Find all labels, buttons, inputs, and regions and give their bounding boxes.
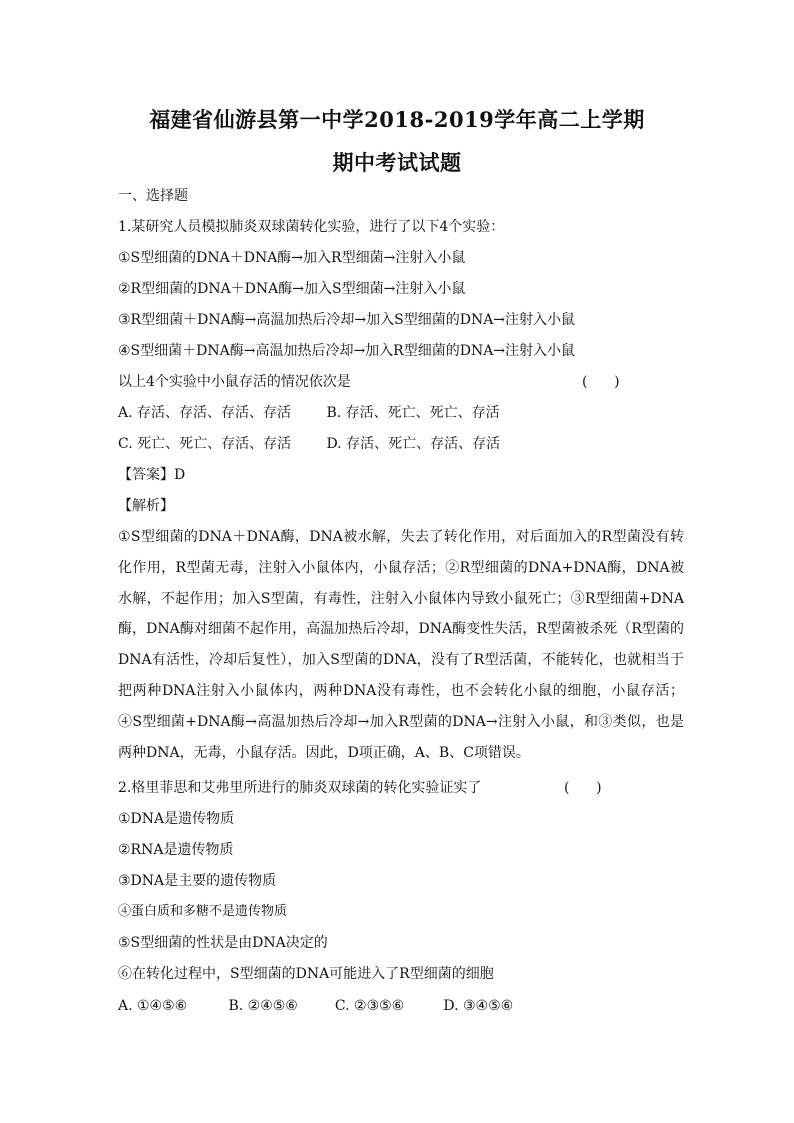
q2-item-5: ⑤S型细菌的性状是由DNA决定的 [118,935,328,951]
q1-option-b: B. 存活、死亡、死亡、存活 [326,405,500,421]
q1-question: 以上4个实验中小鼠存活的情况依次是 [118,374,351,390]
q2-option-a: A. ①④⑤⑥ [118,998,188,1014]
q1-item-4: ④S型细菌＋DNA酶→高温加热后冷却→加入R型细菌的DNA→注射入小鼠 [118,343,576,359]
q2-option-c: C. ②③⑤⑥ [334,998,405,1014]
q2-option-b: B. ②④⑤⑥ [228,998,298,1014]
q2-item-1: ①DNA是遗传物质 [118,811,235,827]
document-title: 福建省仙游县第一中学2018-2019学年高二上学期 [149,107,645,132]
section-heading: 一、选择题 [118,188,188,204]
q2-options-row [118,996,688,1016]
q1-analysis-label: 【解析】 [118,498,174,514]
q1-item-2: ②R型细菌的DNA＋DNA酶→加入S型细菌→注射入小鼠 [118,281,466,297]
q1-option-a: A. 存活、存活、存活、存活 [118,405,292,421]
q1-analysis-text: ①S型细菌的DNA＋DNA酶，DNA被水解，失去了转化作用，对后面加入的R型菌没有转化作用，R型菌无毒，注射入小鼠体内，小鼠存活；②R型细菌的DNA+DNA酶，DNA被水解，不起作用；加入S型菌，有毒性，注射入小鼠体内导致小鼠死亡；③R型细菌+DNA酶，DNA酶对细菌不起作用，高温加热后冷却，DNA酶变性失活，R型菌被杀死（R型菌的DNA有活性，冷却后复性），加入S型菌的DNA，没有了R型活菌，不能转化，也就相当于把两种DNA注射入小鼠体内，两种DNA没有毒性，也不会转化小鼠的细胞，小鼠存活；④S型细菌+DNA酶→高温加热后冷却→加入R型菌的DNA→注射入小鼠，和③类似，也是两种DNA，无毒，小鼠存活。因此，D项正确，A、B、C项错误。 [118,529,684,761]
q2-answer-paren: ( ) [564,780,602,796]
q2-item-3: ③DNA是主要的遗传物质 [118,873,277,889]
q1-item-3: ③R型细菌＋DNA酶→高温加热后冷却→加入S型细菌的DNA→注射入小鼠 [118,312,576,328]
q2-item-6: ⑥在转化过程中，S型细菌的DNA可能进入了R型细菌的细胞 [118,966,494,982]
q1-item-1: ①S型细菌的DNA＋DNA酶→加入R型细菌→注射入小鼠 [118,250,466,266]
q2-item-4: ④蛋白质和多糖不是遗传物质 [118,904,288,919]
document-subtitle: 期中考试试题 [332,150,462,175]
q1-options-row-1 [118,403,688,423]
q2-option-d: D. ③④⑤⑥ [443,998,514,1014]
q1-answer: 【答案】D [118,467,186,483]
q1-answer-paren: ( ) [582,374,620,390]
q2-stem: 2.格里菲思和艾弗里所进行的肺炎双球菌的转化实验证实了 [118,780,482,796]
q1-option-d: D. 存活、死亡、存活、存活 [326,436,501,452]
q1-options-row-2 [118,434,688,454]
q1-option-c: C. 死亡、死亡、存活、存活 [118,436,292,452]
q1-stem: 1.某研究人员模拟肺炎双球菌转化实验，进行了以下4个实验： [118,219,505,235]
q2-item-2: ②RNA是遗传物质 [118,842,234,858]
